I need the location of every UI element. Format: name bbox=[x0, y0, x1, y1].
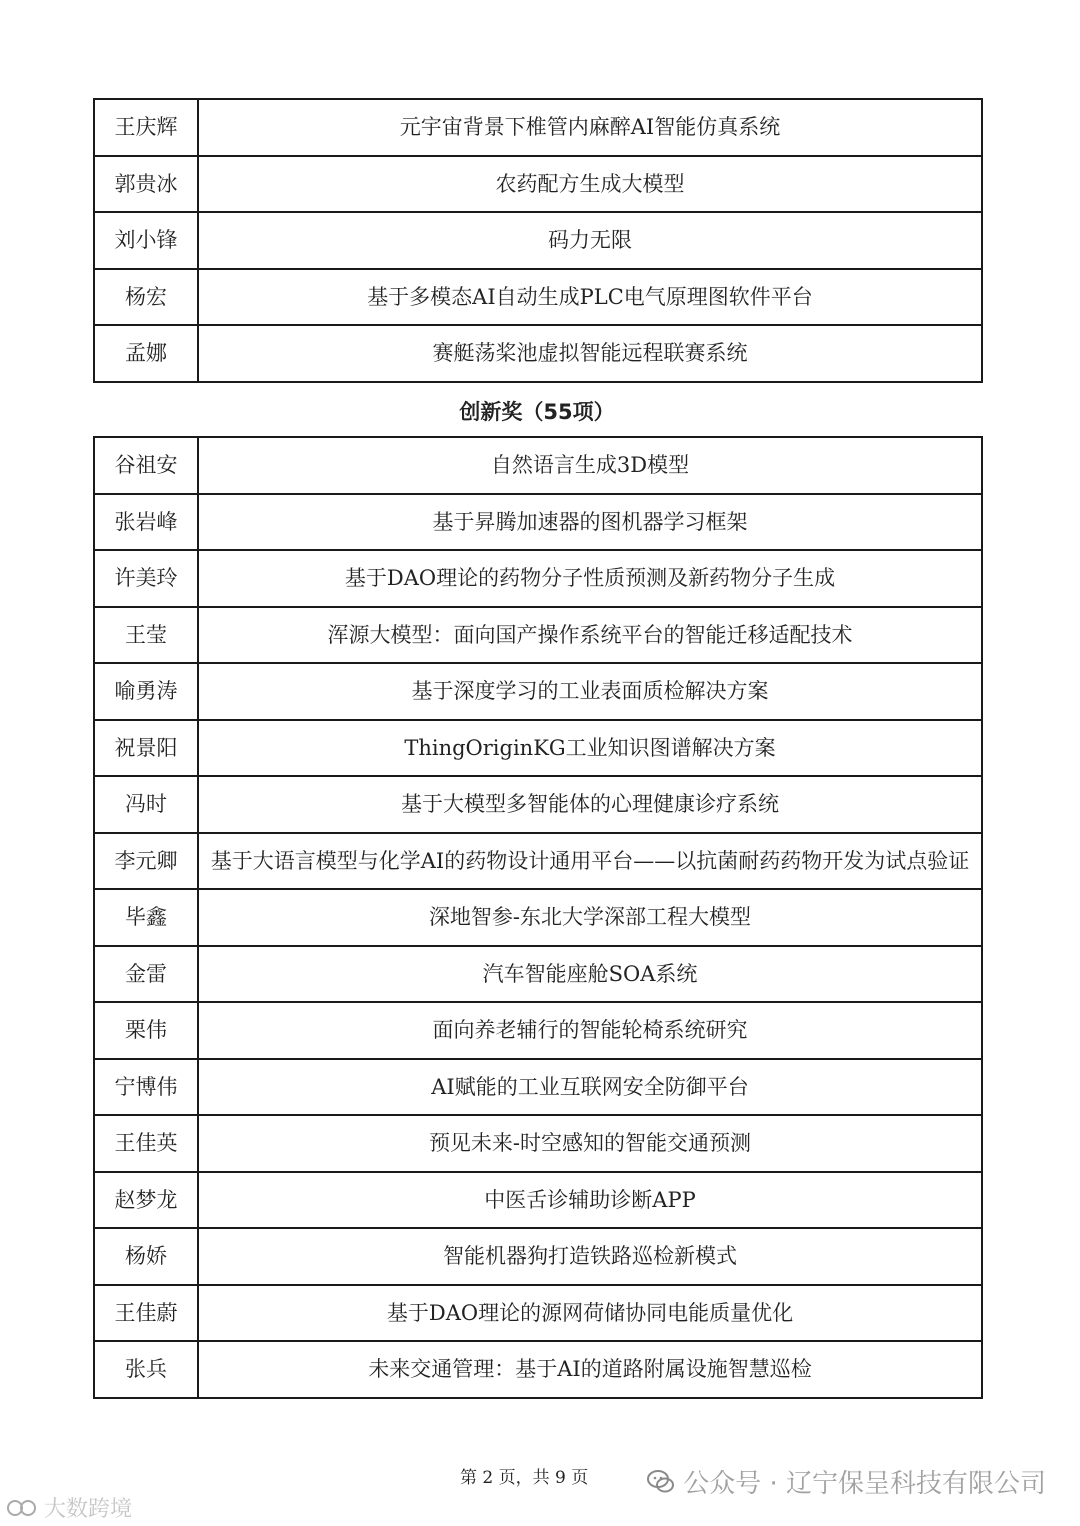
winner-name: 王庆辉 bbox=[94, 99, 198, 156]
winner-name: 赵梦龙 bbox=[94, 1172, 198, 1229]
project-title: 基于DAO理论的源网荷储协同电能质量优化 bbox=[198, 1285, 982, 1342]
project-title: 农药配方生成大模型 bbox=[198, 156, 982, 213]
table-row bbox=[94, 663, 982, 720]
wechat-icon bbox=[647, 1469, 675, 1495]
winner-name: 郭贵冰 bbox=[94, 156, 198, 213]
winner-name: 刘小锋 bbox=[94, 212, 198, 269]
table-row bbox=[94, 833, 982, 890]
watermark-wechat bbox=[647, 1463, 1046, 1500]
table-row bbox=[94, 156, 982, 213]
table-row bbox=[94, 1341, 982, 1398]
table-row bbox=[94, 720, 982, 777]
project-title: 未来交通管理：基于AI的道路附属设施智慧巡检 bbox=[198, 1341, 982, 1398]
table-row bbox=[94, 1059, 982, 1116]
winner-name: 李元卿 bbox=[94, 833, 198, 890]
winner-name: 毕鑫 bbox=[94, 889, 198, 946]
winner-name: 杨娇 bbox=[94, 1228, 198, 1285]
winner-name: 王莹 bbox=[94, 607, 198, 664]
project-title: ThingOriginKG工业知识图谱解决方案 bbox=[198, 720, 982, 777]
table-row bbox=[94, 946, 982, 1003]
project-title: 赛艇荡桨池虚拟智能远程联赛系统 bbox=[198, 325, 982, 382]
table-row bbox=[94, 269, 982, 326]
project-title: 基于DAO理论的药物分子性质预测及新药物分子生成 bbox=[198, 550, 982, 607]
winner-name: 张岩峰 bbox=[94, 494, 198, 551]
table-row bbox=[94, 1115, 982, 1172]
table-row bbox=[94, 325, 982, 382]
winner-name: 孟娜 bbox=[94, 325, 198, 382]
table-row bbox=[94, 494, 982, 551]
project-title: 基于昇腾加速器的图机器学习框架 bbox=[198, 494, 982, 551]
winner-name: 杨宏 bbox=[94, 269, 198, 326]
project-title: 基于多模态AI自动生成PLC电气原理图软件平台 bbox=[198, 269, 982, 326]
project-title: 基于大模型多智能体的心理健康诊疗系统 bbox=[198, 776, 982, 833]
project-title: 自然语言生成3D模型 bbox=[198, 437, 982, 494]
winner-name: 许美玲 bbox=[94, 550, 198, 607]
watermark-source bbox=[6, 1492, 132, 1523]
table-row bbox=[94, 889, 982, 946]
winner-name: 栗伟 bbox=[94, 1002, 198, 1059]
table-row bbox=[94, 212, 982, 269]
project-title: 深地智参-东北大学深部工程大模型 bbox=[198, 889, 982, 946]
table-row bbox=[94, 437, 982, 494]
award-table-top bbox=[93, 98, 983, 383]
watermark-text: 公众号 · 辽宁保呈科技有限公司 bbox=[683, 1469, 1046, 1499]
project-title: 基于深度学习的工业表面质检解决方案 bbox=[198, 663, 982, 720]
page-number: 第 2 页，共 9 页 bbox=[460, 1468, 589, 1488]
winner-name: 宁博伟 bbox=[94, 1059, 198, 1116]
table-row bbox=[94, 1285, 982, 1342]
winner-name: 谷祖安 bbox=[94, 437, 198, 494]
project-title: 汽车智能座舱SOA系统 bbox=[198, 946, 982, 1003]
watermark-text: 大数跨境 bbox=[44, 1497, 133, 1522]
table-row bbox=[94, 550, 982, 607]
project-title: 元宇宙背景下椎管内麻醉AI智能仿真系统 bbox=[198, 99, 982, 156]
project-title: 智能机器狗打造铁路巡检新模式 bbox=[198, 1228, 982, 1285]
winner-name: 王佳英 bbox=[94, 1115, 198, 1172]
project-title: 中医舌诊辅助诊断APP bbox=[198, 1172, 982, 1229]
project-title: 面向养老辅行的智能轮椅系统研究 bbox=[198, 1002, 982, 1059]
winner-name: 金雷 bbox=[94, 946, 198, 1003]
project-title: 基于大语言模型与化学AI的药物设计通用平台——以抗菌耐药药物开发为试点验证 bbox=[198, 833, 982, 890]
award-table-innovation bbox=[93, 436, 983, 1399]
project-title: AI赋能的工业互联网安全防御平台 bbox=[198, 1059, 982, 1116]
project-title: 浑源大模型：面向国产操作系统平台的智能迁移适配技术 bbox=[198, 607, 982, 664]
winner-name: 喻勇涛 bbox=[94, 663, 198, 720]
winner-name: 张兵 bbox=[94, 1341, 198, 1398]
table-row bbox=[94, 776, 982, 833]
table-row bbox=[94, 1228, 982, 1285]
project-title: 预见未来-时空感知的智能交通预测 bbox=[198, 1115, 982, 1172]
project-title: 码力无限 bbox=[198, 212, 982, 269]
table-row bbox=[94, 1002, 982, 1059]
link-logo-icon bbox=[6, 1497, 40, 1519]
table-row bbox=[94, 607, 982, 664]
winner-name: 祝景阳 bbox=[94, 720, 198, 777]
section-heading-innovation-award: 创新奖（55项） bbox=[459, 400, 615, 424]
table-row bbox=[94, 1172, 982, 1229]
winner-name: 冯时 bbox=[94, 776, 198, 833]
table-row bbox=[94, 99, 982, 156]
winner-name: 王佳蔚 bbox=[94, 1285, 198, 1342]
